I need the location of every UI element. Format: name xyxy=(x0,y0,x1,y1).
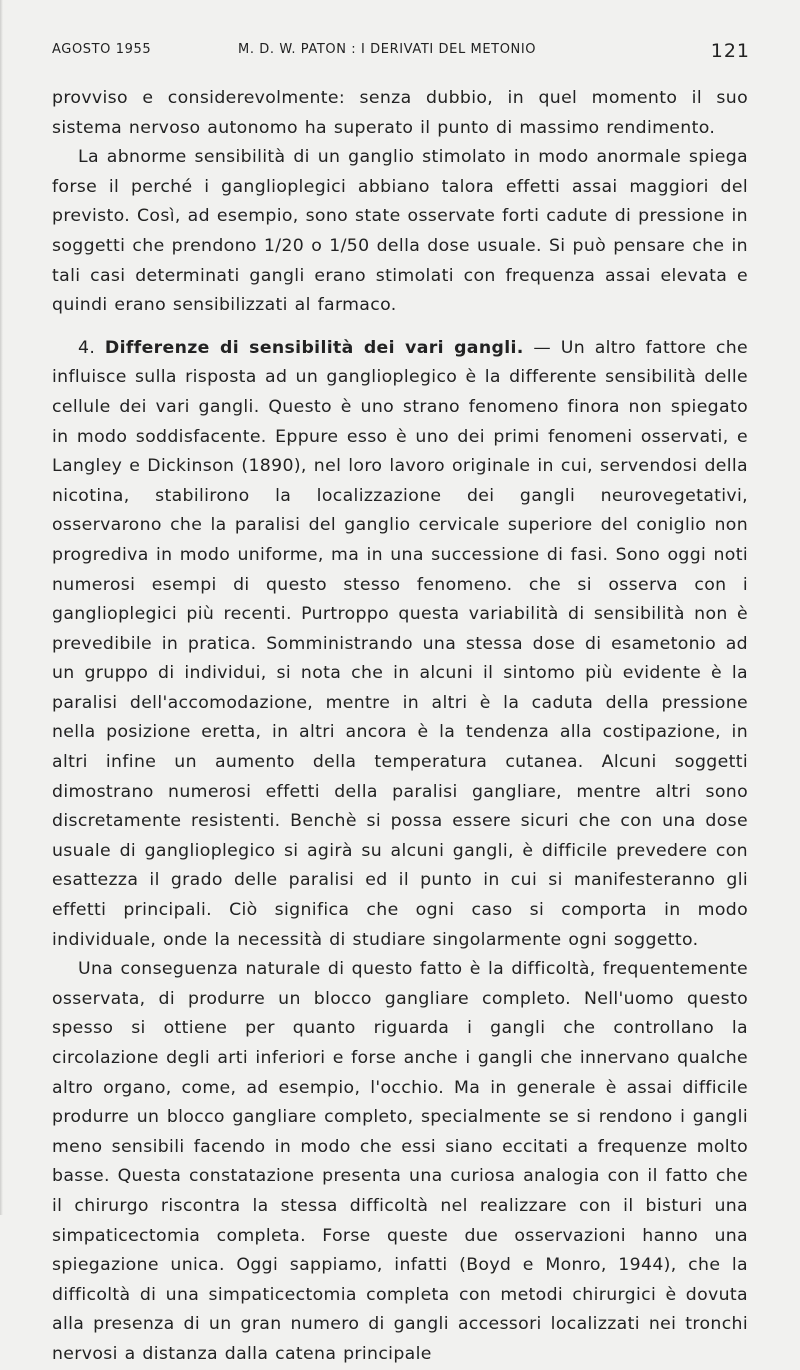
paragraph-4: Una conseguenza naturale di questo fatto è la difficoltà, frequentemente osservata, di produrre un blocco gangliare completo. Nell'uomo questo spesso si ottiene per quanto riguarda i gangli che controllano la circolazione degli arti inferiori e forse anche i gangli che innervano qualche altro organo, come, ad esempio, l'occhio. Ma in generale è assai difficile produrre un blocco gangliare completo, specialmente se si rendono i gangli meno sensibili facendo in modo che essi siano eccitati a frequenze molto basse. Questa constatazione presenta una curiosa analogia con il fatto che il chirurgo riscontra la stessa difficoltà nel realizzare con il bisturi una simpaticectomia completa. Forse queste due osservazioni hanno una spiegazione unica. Oggi sappiamo, infatti (Boyd e Monro, 1944), che la difficoltà di una simpaticectomia completa con metodi chirurgici è dovuta alla presenza di un gran numero di gangli accessori localizzati nei tronchi nervosi a distanza dalla catena principale xyxy=(52,959,748,1364)
page-edge-shadow xyxy=(0,0,3,1215)
paragraph-1: provviso e considerevolmente: senza dubbio, in quel momento il suo sistema nervoso autonomo ha superato il punto di massimo rendimento. xyxy=(52,88,748,138)
header-title: M. D. W. PATON : I DERIVATI DEL METONIO xyxy=(238,42,537,57)
header-date: AGOSTO 1955 xyxy=(52,42,152,57)
page-number: 121 xyxy=(710,40,750,62)
section-text: — Un altro fattore che influisce sulla risposta ad un ganglioplegico è la differente sensibilità delle cellule dei vari gangli. Questo è uno strano fenomeno finora non spiegato in modo soddisfacente. Eppure esso è uno dei primi fenomeni osservati, e Langley e Dickinson (1890), nel loro lavoro originale in cui, servendosi della nicotina, stabilirono la localizzazione dei gangli neurovegetativi, osservarono che la paralisi del ganglio cervicale superiore del coniglio non progrediva in modo uniforme, ma in una successione di fasi. Sono oggi noti numerosi esempi di questo stesso fenomeno. che si osserva con i ganglioplegici più recenti. Purtroppo questa variabilità di sensibilità non è prevedibile in pratica. Somministrando una stessa dose di esametonio ad un gruppo di individui, si nota che in alcuni il sintomo più evidente è la paralisi dell'accomodazione, mentre in altri è la caduta della pressione nella posizione eretta, in altri ancora è la tendenza alla costipazione, in altri infine un aumento della temperatura cutanea. Alcuni soggetti dimostrano numerosi effetti della paralisi gangliare, mentre altri sono discretamente resistenti. Benchè si possa essere sicuri che con una dose usuale di ganglioplegico si agirà su alcuni gangli, è difficile prevedere con esattezza il grado delle paralisi ed il punto in cui si manifesteranno gli effetti principali. Ciò significa che ogni caso si comporta in modo individuale, onde la necessità di studiare singolarmente ogni soggetto. xyxy=(52,337,749,950)
paragraph-2: La abnorme sensibilità di un ganglio stimolato in modo anormale spiega forse il perché i ganglioplegici abbiano talora effetti assai maggiori del previsto. Così, ad esempio, sono state osservate forti cadute di pressione in soggetti che prendono 1/20 o 1/50 della dose usuale. Si può pensare che in tali casi determinati gangli erano stimolati con frequenza assai elevata e quindi erano sensibilizzati al farmaco. xyxy=(52,147,748,316)
section-heading: Differenze di sensibilità dei vari gangli. xyxy=(104,337,524,358)
running-header xyxy=(52,36,750,64)
paragraph-3 xyxy=(52,334,748,955)
article-body xyxy=(52,84,748,1370)
section-number: 4. xyxy=(78,337,96,358)
